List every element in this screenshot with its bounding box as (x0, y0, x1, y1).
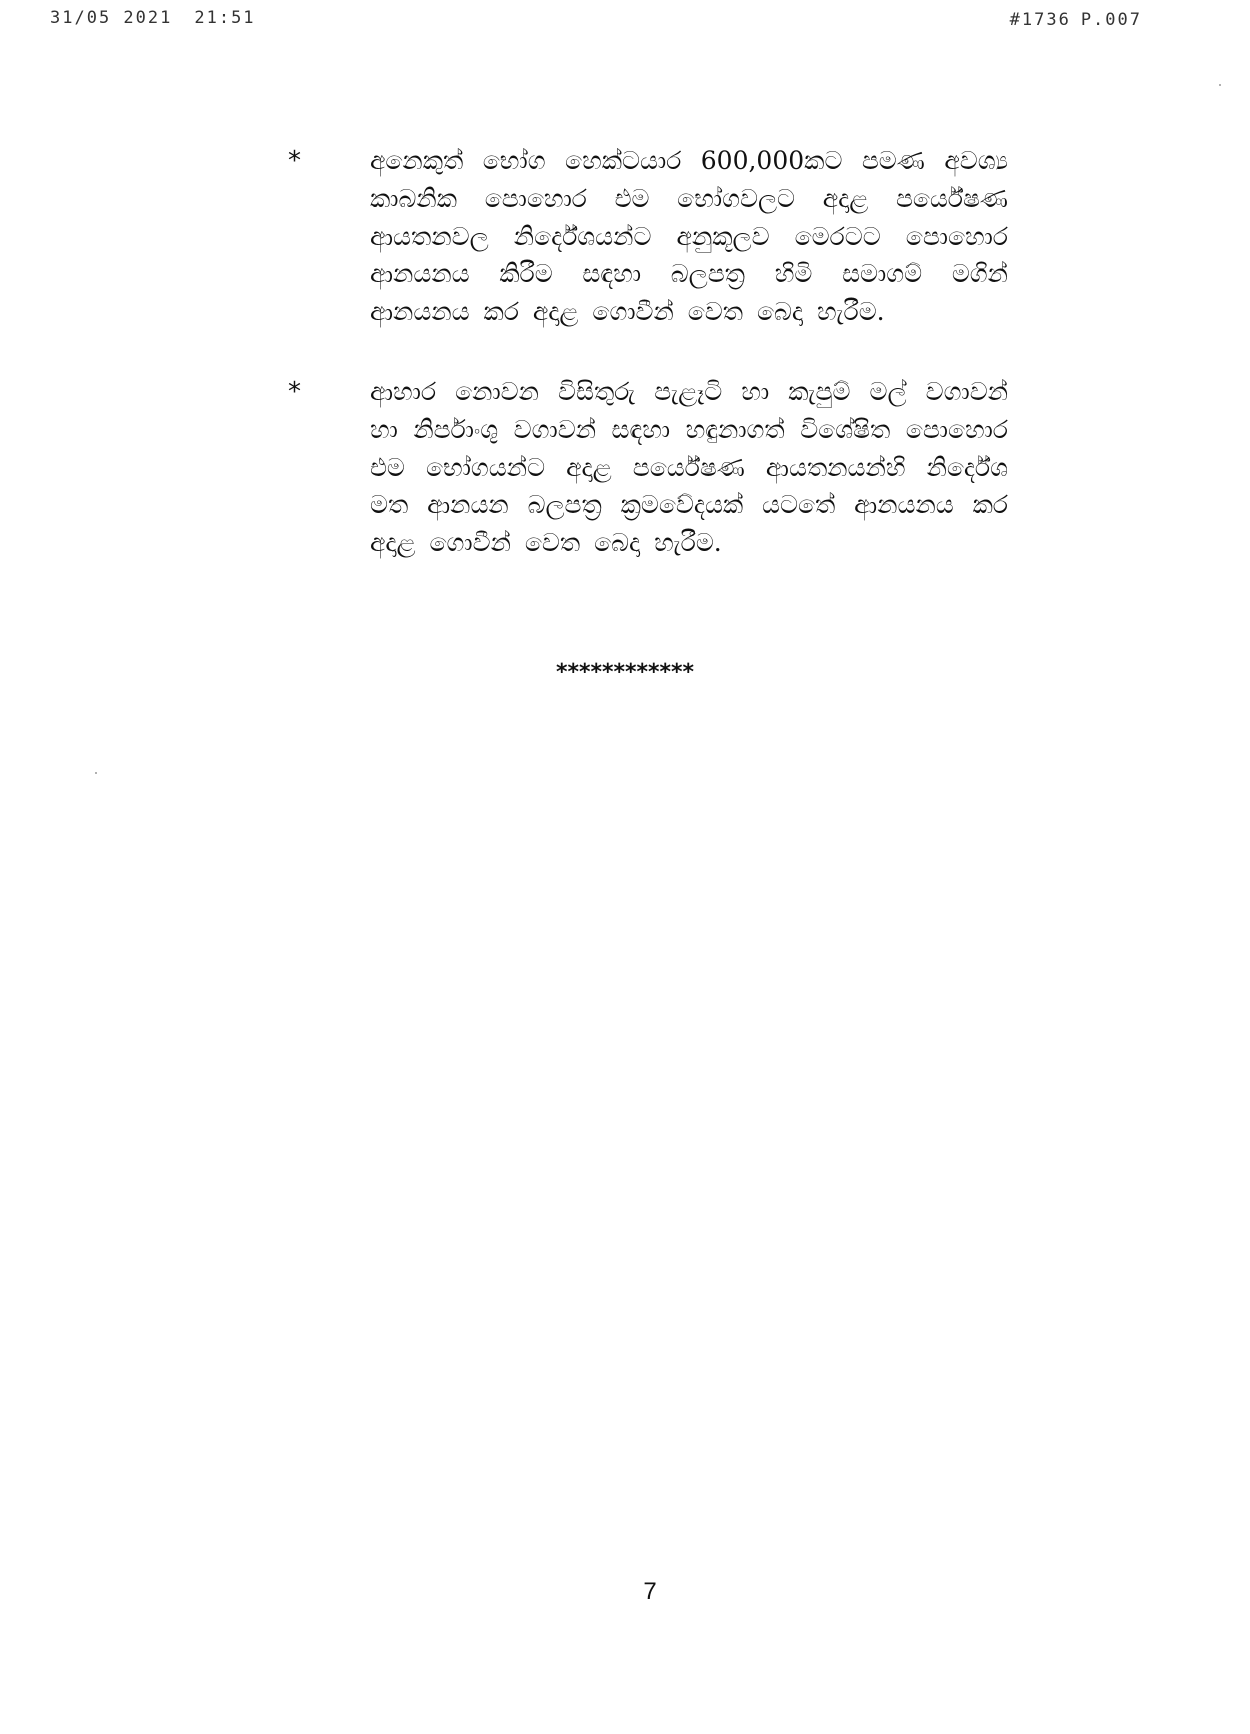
fax-date: 31/05 2021 (50, 8, 173, 28)
scan-speck (1219, 84, 1221, 86)
list-item (288, 373, 1008, 562)
list-item (288, 142, 1008, 331)
list-item-text: ආහාර නොවන විසිතුරු පැළෑටි හා කැපුම් මල් වගාවන් හා නිර්පාංශු වගාවන් සඳහා හඳුනාගත් විශේෂිත පොහොර එම භෝගයන්ට අදාළ පර්යේෂණ ආයතනයන්හි නිර්දේශ මත ආනයන බලපත්‍ර ක්‍රමවේදයක් යටතේ ආනයනය කර අදාළ ගොවීන් වෙත බෙදා හැරීම. (370, 376, 1008, 558)
fax-page: P.007 (1080, 10, 1142, 30)
fax-page-id (1010, 10, 1142, 30)
fax-time: 21:51 (194, 8, 256, 28)
scan-speck (95, 772, 97, 774)
list-item-text: අනෙකුත් භෝග හෙක්ටයාර 600,000කට පමණ අවශ්‍ය කාබනික පොහොර එම භෝගවලට අදාළ පර්යේෂණ ආයතනවල නිර්දේශයන්ට අනුකූලව මෙරටට පොහොර ආනයනය කිරීම සඳහා බලපත්‍ර හිමි සමාගම් මගින් ආනයනය කර අදාළ ගොවීන් වෙත බෙදා හැරීම. (370, 146, 1008, 327)
fax-number: #1736 (1009, 10, 1071, 30)
document-body (288, 142, 1008, 604)
bullet-asterisk: * (288, 146, 301, 176)
fax-timestamp (50, 8, 256, 28)
page-number: 7 (643, 1578, 657, 1605)
section-divider: ************ (555, 660, 695, 685)
bullet-asterisk: * (288, 376, 301, 407)
fax-header (0, 8, 1250, 38)
